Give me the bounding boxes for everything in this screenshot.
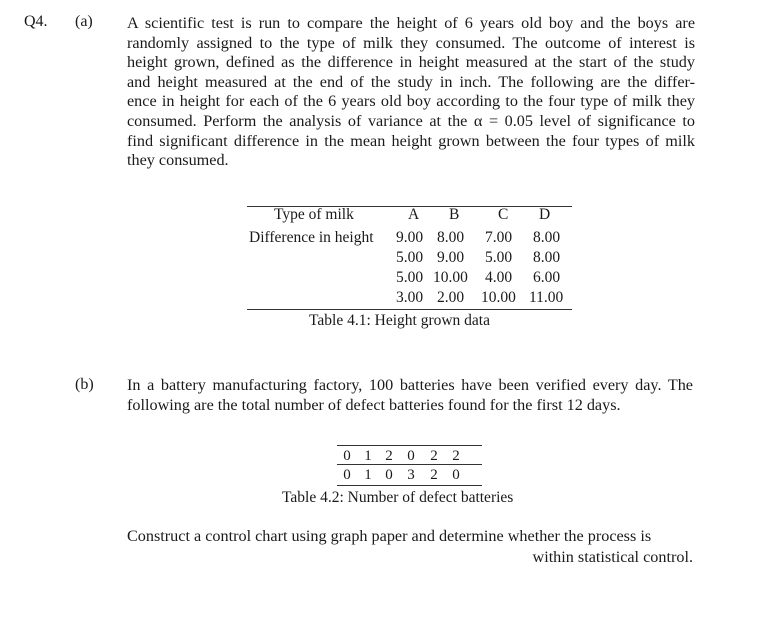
part-a-line: randomly assigned to the type of milk they consumed. The outcome of interest is [127,33,695,52]
row-label: Difference in height [249,229,374,246]
table-caption: Table 4.1: Height grown data [309,312,490,329]
table-cell: 11.00 [529,289,564,306]
column-header-a: A [408,206,420,223]
table-header-label: Type of milk [274,206,354,223]
table-cell: 5.00 [396,269,424,286]
table-cell: 7.00 [485,229,513,246]
table-cell: 9.00 [396,229,424,246]
part-b-label: (b) [75,376,94,393]
table-bottom-rule [247,309,572,310]
table-mid-rule [337,464,482,465]
table-cell: 0 [343,448,351,464]
part-a-line: A scientific test is run to compare the height of 6 years old boy and the boys are [127,14,695,32]
part-b-paragraph [127,376,693,415]
table-caption: Table 4.2: Number of defect batteries [282,489,514,506]
part-a-line: ence in height for each of the 6 years old boy according to the four type of milk they [127,92,695,111]
part-a-line: and height measured at the end of the study in inch. The following are the differ- [127,72,695,91]
part-a-line: find significant difference in the mean height grown between the four types of milk [127,131,695,150]
column-header-d: D [539,206,551,223]
question-number: Q4. [24,13,48,30]
instruction-line: within statistical control. [532,548,693,566]
table-cell: 9.00 [437,249,465,266]
table-cell: 0 [343,467,351,483]
table-cell: 10.00 [481,289,516,306]
table-cell: 4.00 [485,269,513,286]
table-cell: 0 [407,448,415,464]
part-a-paragraph [127,14,695,171]
part-b-line: In a battery manufacturing factory, 100 batteries have been verified every day. The [127,376,693,394]
table-cell: 5.00 [396,249,424,266]
table-cell: 2 [430,467,438,483]
table-cell: 1 [364,448,372,464]
table-cell: 2.00 [437,289,465,306]
instruction-line: Construct a control chart using graph paper and determine whether the process is [127,527,652,545]
table-cell: 0 [385,467,393,483]
table-cell: 10.00 [433,269,468,286]
table-cell: 0 [452,467,460,483]
table-cell: 5.00 [485,249,513,266]
table-cell: 8.00 [533,249,561,266]
table-bottom-rule [337,485,482,486]
part-a-label: (a) [75,13,93,30]
table-cell: 2 [452,448,460,464]
part-b-line: following are the total number of defect batteries found for the first 12 days. [127,395,621,414]
part-a-line: they consumed. [127,151,229,170]
column-header-c: C [498,206,509,223]
table-cell: 8.00 [533,229,561,246]
table-cell: 6.00 [533,269,561,286]
table-cell: 8.00 [437,229,465,246]
table-cell: 1 [364,467,372,483]
part-b-instruction [127,526,693,568]
column-header-b: B [449,206,460,223]
part-a-line: consumed. Perform the analysis of variance at the α = 0.05 level of significance to [127,111,695,130]
part-a-line: height grown, defined as the difference in height measured at the start of the study [127,53,695,72]
table-top-rule [337,445,482,446]
table-cell: 3.00 [396,289,424,306]
table-cell: 2 [385,448,393,464]
table-cell: 2 [430,448,438,464]
table-cell: 3 [407,467,415,483]
